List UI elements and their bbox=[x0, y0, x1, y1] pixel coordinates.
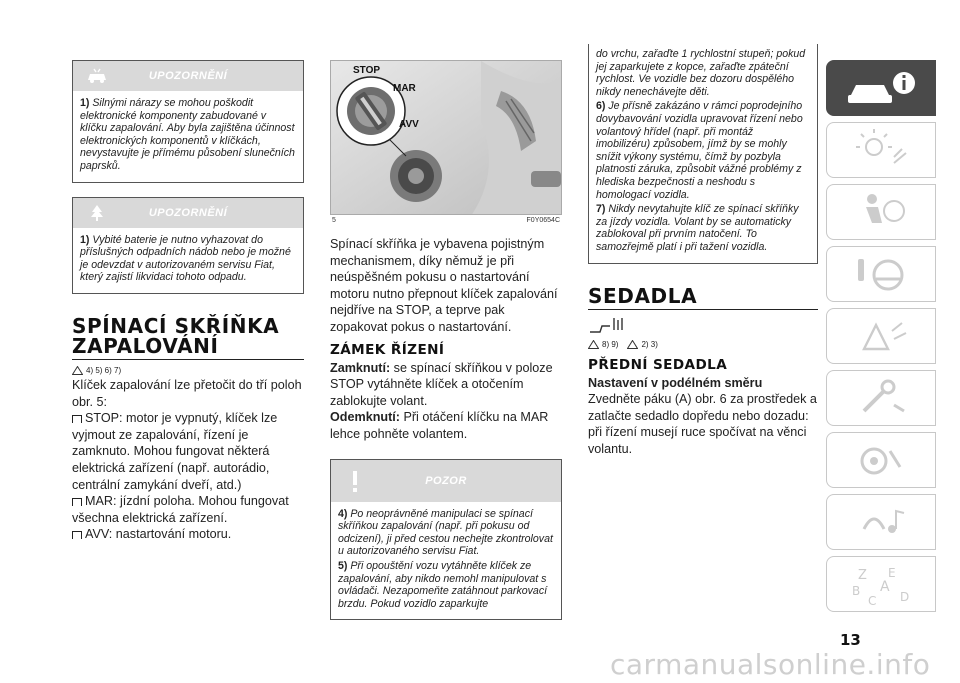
svg-text:C: C bbox=[868, 594, 877, 607]
ignition-text: Klíček zapalování lze přetočit do tří poloh obr. 5: STOP: motor je vypnutý, klíček lze vyjmout ze zapalování, řízení je zamknuto. Mohou fungovat některá elektrická zařízení (např. autorádio, centrální zamykání dveří, atd.) MAR: jízdní poloha. Mohou fungovat všechna elektrická zařízení. AVV: nastartování motoru. bbox=[72, 377, 304, 543]
warning-box-header bbox=[73, 198, 303, 228]
page-number: 13 bbox=[840, 631, 861, 649]
warning-item: 1) Vybité baterie je nutno vyhazovat do příslušných odpadních nádob nebo je možné je odevzdat v autorizovaném servisu Fiat, který zajistí likvidaci tohoto odpadu. bbox=[80, 233, 291, 284]
ignition-lock-paragraph: Spínací skříňka je vybavena pojistným mechanismem, díky němuž je při neúspěšném pokusu o nastartování motoru nutno přepnout klíček zapalování nejdříve na STOP, a teprve pak zopakovat pokus o nastartování. bbox=[330, 237, 558, 334]
section-heading-seats: SEDADLA bbox=[588, 283, 698, 308]
warning-body bbox=[73, 91, 303, 182]
caution-title: POZOR bbox=[425, 474, 467, 487]
car-info-icon bbox=[844, 65, 918, 111]
caution-continued: do vrchu, zařaďte 1 rychlostní stupeň; pokud jej zaparkujete z kopce, zařaďte zpáteční rychlost. Ve vozidle bez dozoru dospělého nikdy nenechávejte děti. 6) Je přísně zakázáno v rámci poprodejního dovybavování vozidla upravovat řízení nebo volantový hřídel (např. při montáž imobilizéru) způsobem, jímž by se mohly snížit výkony systému, čímž by pozbyla platnosti záruka, způsobit vážné problémy z hlediska bezpečnosti a neshodu s homologací vozidla. 7) Nikdy nevytahujte klíč ze spínací skříňky za jízdy vozidla. Volant by se automaticky zablokoval při prvním natočení. To samozřejmě platí i při tažení vozidla. bbox=[588, 44, 818, 264]
caution-box bbox=[330, 459, 562, 621]
reference-notes: 8) 9) 2) 3) bbox=[588, 340, 818, 349]
sidebar-tab-car-info[interactable] bbox=[826, 60, 936, 116]
watermark: carmanualsonline.info bbox=[610, 648, 931, 681]
steering-start-icon bbox=[844, 251, 918, 297]
multimedia-icon bbox=[844, 499, 918, 545]
chapter-sidebar bbox=[826, 60, 936, 618]
warning-item: 1) Silnými nárazy se mohou poškodit elektronické komponenty zabudované v klíčku zapalování. Aby byla zajištěna účinnost elektronických komponentů v klíčkách, nevystavujte je přímému působení slunečních paprsků. bbox=[80, 97, 295, 172]
svg-text:A: A bbox=[880, 579, 890, 595]
reference-notes: 4) 5) 6) 7) bbox=[72, 366, 304, 375]
index-icon bbox=[844, 561, 918, 607]
seat-adjust-icon bbox=[588, 316, 624, 336]
unlocking-text: Odemknutí: Při otáčení klíčku na MAR lehce pohněte volantem. bbox=[330, 410, 549, 441]
column-3 bbox=[588, 48, 818, 457]
figure-code: F0Y0654C bbox=[526, 217, 560, 224]
seat-subheading: Nastavení v podélném směru bbox=[588, 375, 763, 390]
technical-data-icon bbox=[844, 437, 918, 483]
sidebar-tab-dashboard[interactable] bbox=[826, 122, 936, 178]
figure-label-stop: STOP bbox=[353, 65, 381, 76]
bullet-icon bbox=[72, 531, 82, 539]
caution-item: 4) Po neoprávněné manipulaci se spínací skříňkou zapalování (např. při pokusu od odcizení), ji před cestou nechejte zkontrolovat u autorizovaného servisu Fiat. bbox=[338, 507, 553, 558]
warning-title: UPOZORNĚNÍ bbox=[148, 70, 228, 82]
caution-box-header bbox=[331, 460, 561, 502]
warning-title: UPOZORNĚNÍ bbox=[148, 206, 228, 219]
dashboard-lights-icon bbox=[844, 127, 918, 173]
caution-triangle-icon bbox=[627, 340, 638, 349]
column-1 bbox=[72, 60, 304, 543]
figure-label-avv: AVV bbox=[399, 119, 419, 130]
svg-text:Z: Z bbox=[858, 568, 867, 583]
sidebar-tab-technical-data[interactable] bbox=[826, 432, 936, 488]
warning-box-1 bbox=[72, 60, 304, 183]
ignition-figure bbox=[330, 60, 562, 215]
sidebar-tab-starting[interactable] bbox=[826, 246, 936, 302]
sidebar-tab-multimedia[interactable] bbox=[826, 494, 936, 550]
sidebar-tab-index[interactable] bbox=[826, 556, 936, 612]
sidebar-tab-service[interactable] bbox=[826, 370, 936, 426]
ignition-switch-illustration bbox=[331, 61, 562, 215]
sidebar-tab-emergency[interactable] bbox=[826, 308, 936, 364]
bullet-icon bbox=[72, 415, 82, 423]
bullet-icon bbox=[72, 498, 82, 506]
warning-box-2 bbox=[72, 197, 304, 294]
svg-text:D: D bbox=[900, 590, 910, 604]
svg-text:B: B bbox=[852, 584, 861, 598]
heading-rule bbox=[588, 309, 818, 310]
warning-triangle-icon bbox=[72, 366, 83, 375]
steering-lock-heading: ZÁMEK ŘÍZENÍ bbox=[330, 341, 445, 358]
front-seats-heading: PŘEDNÍ SEDADLA bbox=[588, 356, 728, 373]
seat-text: Zvedněte páku (A) obr. 6 za prostředek a zatlačte sedadlo dopředu nebo dozadu: při řízení musejí ruce spočívat na věnci volantu. bbox=[588, 392, 817, 456]
wrench-service-icon bbox=[844, 375, 918, 421]
svg-text:E: E bbox=[888, 566, 896, 580]
bullet-mar: MAR: jízdní poloha. Mohou fungovat všechna elektrická zařízení. bbox=[72, 494, 289, 525]
warning-box-header bbox=[73, 61, 303, 91]
caution-item: 6) Je přísně zakázáno v rámci poprodejního dovybavování vozidla upravovat řízení nebo volantový hřídel (např. při montáž imobilizéru) způsobem, jímž by se mohly snížit výkony systému, čímž by pozbyla platnosti záruka, způsobit vážné problémy z hlediska bezpečnosti a neshodu s homologací vozidla. bbox=[596, 100, 803, 201]
bullet-avv: AVV: nastartování motoru. bbox=[72, 526, 304, 543]
heading-rule bbox=[72, 359, 304, 360]
warning-triangle-icon bbox=[588, 340, 599, 349]
column-2 bbox=[330, 60, 562, 634]
seat-icon bbox=[588, 316, 818, 336]
caution-item: 7) Nikdy nevytahujte klíč ze spínací skříňky za jízdy vozidla. Volant by se automaticky zablokoval při prvním natočení. To samozřejmě platí i při tažení vozidla. bbox=[596, 203, 799, 253]
bullet-stop: STOP: motor je vypnutý, klíček lze vyjmout ze zapalování, řízení je zamknuto. Mohou fungovat některá elektrická zařízení (např. autorádio, centrální zamykání dveří, atd.) bbox=[72, 411, 278, 492]
sidebar-tab-safety[interactable] bbox=[826, 184, 936, 240]
caution-body bbox=[331, 502, 561, 620]
figure-number: 5 bbox=[332, 217, 336, 224]
figure-label-mar: MAR bbox=[393, 83, 416, 94]
figure-caption bbox=[330, 217, 562, 224]
locking-text: Zamknutí: se spínací skříňkou v poloze STOP vytáhněte klíček a otočením zablokujte volant. bbox=[330, 360, 553, 408]
warning-body bbox=[73, 228, 303, 293]
section-heading-ignition: SPÍNACÍ SKŘÍŇKA ZAPALOVÁNÍ bbox=[72, 313, 280, 358]
warning-road-icon bbox=[844, 313, 918, 359]
airbag-safety-icon bbox=[844, 189, 918, 235]
caution-item: 5) Při opouštění vozu vytáhněte klíček ze zapalování, aby nikdo nemohl manipulovat s ovládači. Nezapomeňte zatáhnout parkovací brzdu. Pokud vozidlo zaparkujte bbox=[338, 559, 548, 610]
